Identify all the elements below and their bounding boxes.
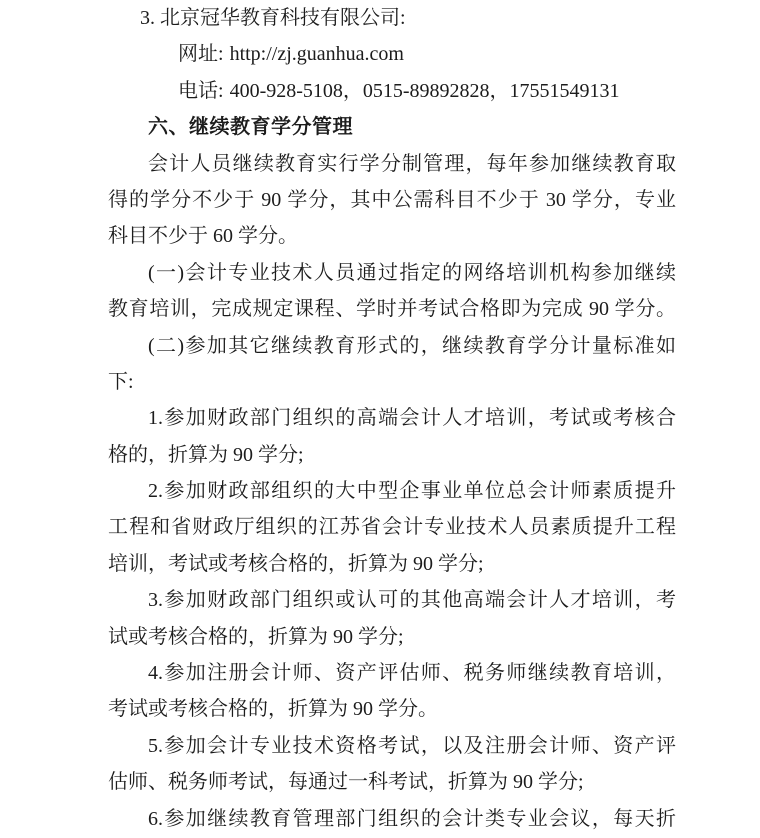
list-item-line: 1.参加财政部门组织的高端会计人才培训，考试或考核合 <box>148 407 676 430</box>
paragraph-line: 下: <box>108 370 134 393</box>
list-item-line: 2.参加财政部组织的大中型企事业单位总会计师素质提升 <box>148 480 676 503</box>
list-item-line: 4.参加注册会计师、资产评估师、税务师继续教育培训， <box>148 662 676 685</box>
list-item-line: 5.参加会计专业技术资格考试，以及注册会计师、资产评 <box>148 734 676 757</box>
paragraph-line: 教育培训，完成规定课程、学时并考试合格即为完成 90 学分。 <box>108 298 676 321</box>
website-label: 网址: <box>178 43 224 66</box>
list-item-6 <box>108 801 676 837</box>
list-item-line: 3.参加财政部门组织或认可的其他高端会计人才培训，考 <box>148 589 676 612</box>
contact-company-name: 3. 北京冠华教育科技有限公司: <box>140 7 406 29</box>
paragraph-line: (一)会计专业技术人员通过指定的网络培训机构参加继续 <box>148 261 676 284</box>
paragraph-line: 得的学分不少于 90 学分，其中公需科目不少于 30 学分，专业 <box>108 188 676 211</box>
paragraph-line: 会计人员继续教育实行学分制管理，每年参加继续教育取 <box>148 152 676 175</box>
phone-numbers: 400-928-5108，0515-89892828，17551549131 <box>229 79 620 102</box>
list-item-4 <box>108 655 676 728</box>
list-item-5 <box>108 728 676 801</box>
list-item-3 <box>108 582 676 655</box>
contact-phone <box>108 73 676 109</box>
paragraph-clause-one <box>108 255 676 328</box>
list-item-line: 6.参加继续教育管理部门组织的会计类专业会议，每天折 <box>148 807 676 830</box>
list-item-line: 考试或考核合格的，折算为 90 学分。 <box>108 698 438 721</box>
paragraph-clause-two <box>108 328 676 401</box>
list-item-line: 培训，考试或考核合格的，折算为 90 学分; <box>108 552 484 575</box>
contact-block <box>108 0 676 109</box>
phone-label: 电话: <box>178 79 224 102</box>
section-heading: 六、继续教育学分管理 <box>148 116 353 139</box>
list-item-line: 格的，折算为 90 学分; <box>108 443 304 466</box>
document-text-column <box>108 0 676 837</box>
list-item-2 <box>108 473 676 582</box>
list-item-1 <box>108 400 676 473</box>
paragraph-line: 科目不少于 60 学分。 <box>108 225 298 248</box>
paragraph-intro <box>108 146 676 255</box>
contact-website <box>108 36 676 72</box>
list-item-line: 工程和省财政厅组织的江苏省会计专业技术人员素质提升工程 <box>108 516 676 539</box>
list-item-line: 估师、税务师考试，每通过一科考试，折算为 90 学分; <box>108 771 584 794</box>
website-url: http://zj.guanhua.com <box>229 43 404 66</box>
list-item-line: 试或考核合格的，折算为 90 学分; <box>108 625 404 648</box>
paragraph-line: (二)参加其它继续教育形式的，继续教育学分计量标准如 <box>148 334 676 357</box>
